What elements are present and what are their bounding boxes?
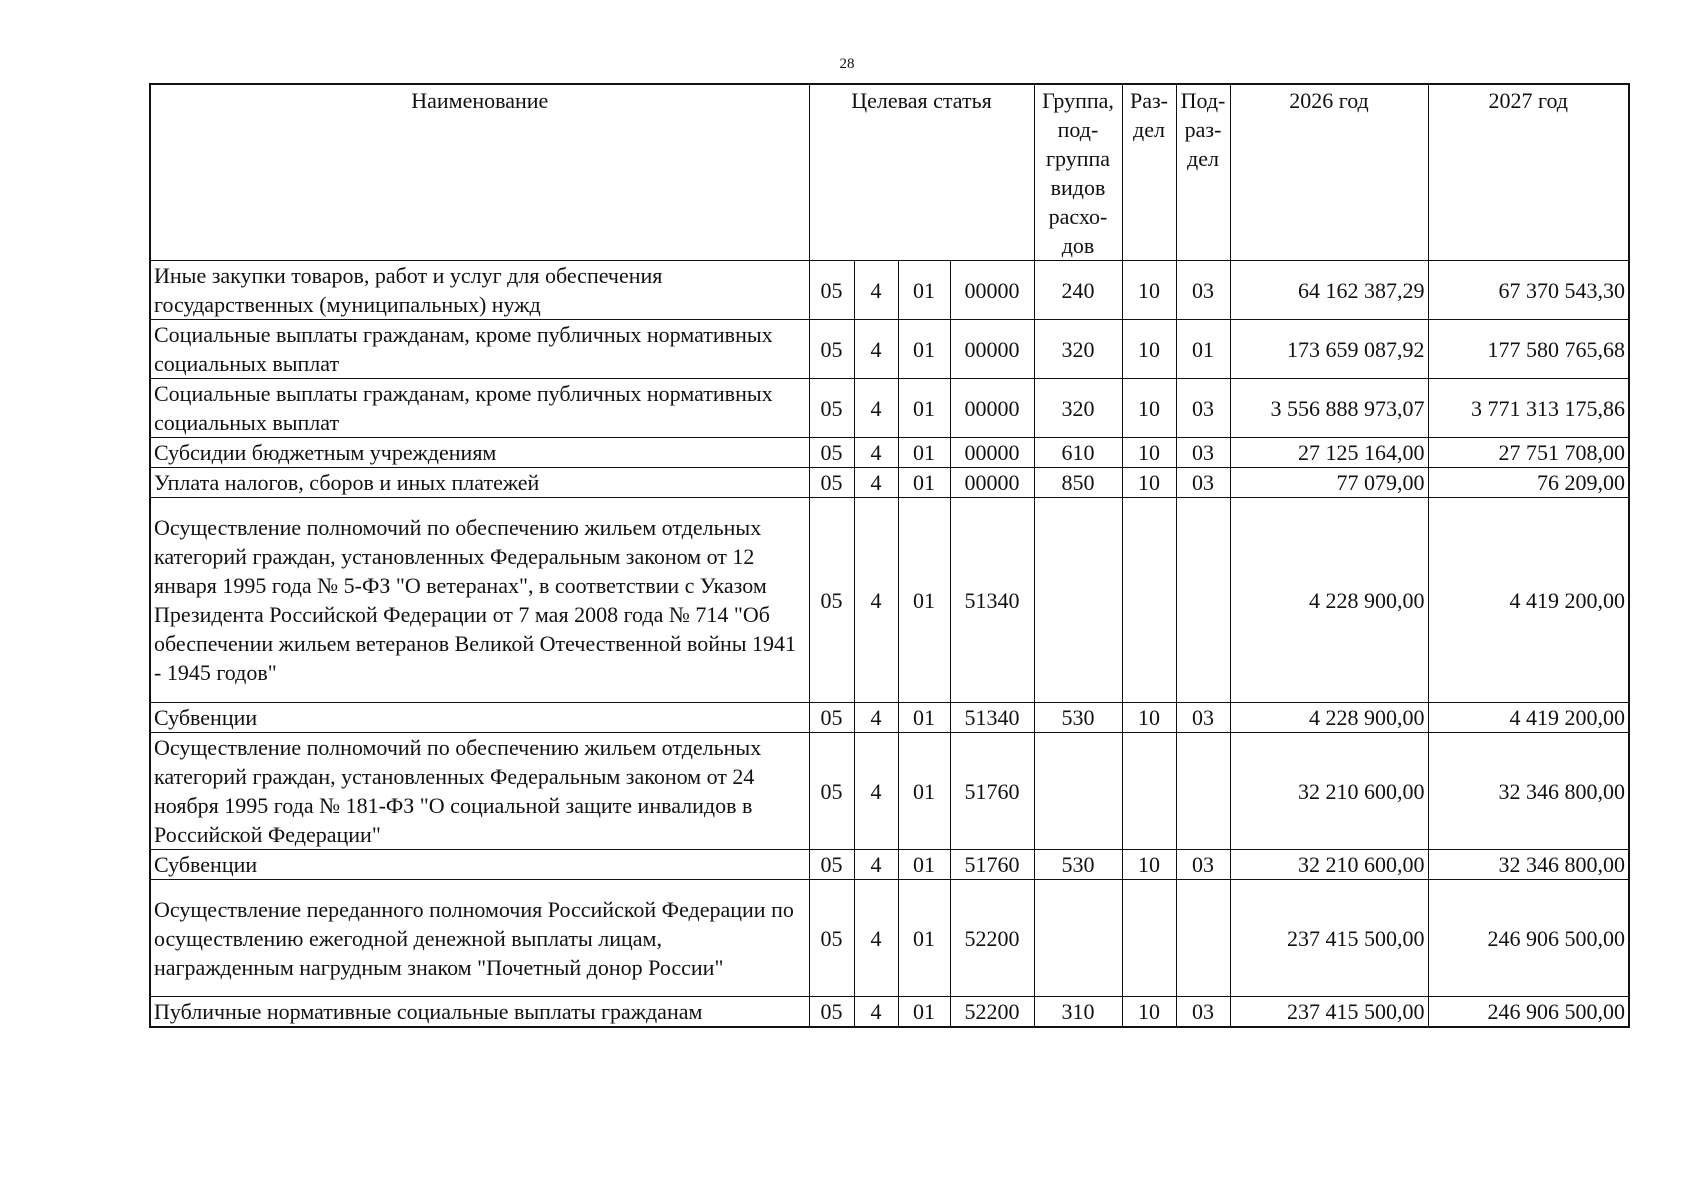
header-expense-group: Группа, под- группа видов расхо- дов bbox=[1034, 84, 1122, 261]
row-name: Публичные нормативные социальные выплаты гражданам bbox=[150, 997, 809, 1028]
target-article-part-1: 05 bbox=[809, 498, 854, 703]
amount-2026: 32 210 600,00 bbox=[1230, 733, 1428, 850]
budget-table bbox=[149, 83, 1630, 1028]
amount-2027: 3 771 313 175,86 bbox=[1428, 379, 1629, 438]
amount-2027: 76 209,00 bbox=[1428, 468, 1629, 498]
target-article-part-3: 01 bbox=[898, 997, 950, 1028]
row-name: Субсидии бюджетным учреждениям bbox=[150, 438, 809, 468]
expense-group: 850 bbox=[1034, 468, 1122, 498]
target-article-part-1: 05 bbox=[809, 468, 854, 498]
target-article-part-2: 4 bbox=[854, 320, 898, 379]
amount-2026: 64 162 387,29 bbox=[1230, 261, 1428, 320]
target-article-part-2: 4 bbox=[854, 438, 898, 468]
header-name: Наименование bbox=[150, 84, 809, 261]
amount-2027: 177 580 765,68 bbox=[1428, 320, 1629, 379]
amount-2027: 246 906 500,00 bbox=[1428, 997, 1629, 1028]
row-name: Социальные выплаты гражданам, кроме публичных нормативных социальных выплат bbox=[150, 320, 809, 379]
target-article-part-4: 52200 bbox=[950, 997, 1034, 1028]
section: 10 bbox=[1122, 261, 1176, 320]
page-number: 28 bbox=[839, 56, 855, 72]
subsection: 03 bbox=[1176, 703, 1230, 733]
section: 10 bbox=[1122, 997, 1176, 1028]
amount-2026: 173 659 087,92 bbox=[1230, 320, 1428, 379]
target-article-part-1: 05 bbox=[809, 261, 854, 320]
row-name: Социальные выплаты гражданам, кроме публичных нормативных социальных выплат bbox=[150, 379, 809, 438]
target-article-part-4: 00000 bbox=[950, 320, 1034, 379]
table-row bbox=[150, 261, 1629, 320]
header-year-2027: 2027 год bbox=[1428, 84, 1629, 261]
target-article-part-4: 51760 bbox=[950, 733, 1034, 850]
target-article-part-3: 01 bbox=[898, 438, 950, 468]
section: 10 bbox=[1122, 703, 1176, 733]
target-article-part-1: 05 bbox=[809, 379, 854, 438]
amount-2027: 32 346 800,00 bbox=[1428, 733, 1629, 850]
subsection: 03 bbox=[1176, 997, 1230, 1028]
target-article-part-1: 05 bbox=[809, 880, 854, 997]
row-name: Осуществление полномочий по обеспечению жильем отдельных категорий граждан, установленных Федеральным законом от 24 ноября 1995 года № 181-ФЗ "О социальной защите инвалидов в Российской Федерации" bbox=[150, 733, 809, 850]
target-article-part-4: 00000 bbox=[950, 438, 1034, 468]
expense-group: 530 bbox=[1034, 850, 1122, 880]
target-article-part-1: 05 bbox=[809, 320, 854, 379]
amount-2027: 67 370 543,30 bbox=[1428, 261, 1629, 320]
table-row bbox=[150, 997, 1629, 1028]
target-article-part-1: 05 bbox=[809, 438, 854, 468]
amount-2026: 4 228 900,00 bbox=[1230, 703, 1428, 733]
expense-group bbox=[1034, 733, 1122, 850]
amount-2026: 237 415 500,00 bbox=[1230, 997, 1428, 1028]
section: 10 bbox=[1122, 850, 1176, 880]
section bbox=[1122, 880, 1176, 997]
row-name: Осуществление полномочий по обеспечению жильем отдельных категорий граждан, установленных Федеральным законом от 12 января 1995 года № 5-ФЗ "О ветеранах", в соответствии с Указом Президента Российской Федерации от 7 мая 2008 года № 714 "Об обеспечении жильем ветеранов Великой Отечественной войны 1941 - 1945 годов" bbox=[150, 498, 809, 703]
amount-2027: 32 346 800,00 bbox=[1428, 850, 1629, 880]
table-row bbox=[150, 850, 1629, 880]
expense-group: 610 bbox=[1034, 438, 1122, 468]
subsection bbox=[1176, 733, 1230, 850]
target-article-part-4: 51760 bbox=[950, 850, 1034, 880]
target-article-part-3: 01 bbox=[898, 468, 950, 498]
expense-group: 320 bbox=[1034, 320, 1122, 379]
row-name: Субвенции bbox=[150, 703, 809, 733]
target-article-part-2: 4 bbox=[854, 498, 898, 703]
row-name: Уплата налогов, сборов и иных платежей bbox=[150, 468, 809, 498]
subsection bbox=[1176, 498, 1230, 703]
target-article-part-3: 01 bbox=[898, 880, 950, 997]
amount-2026: 27 125 164,00 bbox=[1230, 438, 1428, 468]
target-article-part-3: 01 bbox=[898, 379, 950, 438]
target-article-part-4: 00000 bbox=[950, 261, 1034, 320]
amount-2027: 4 419 200,00 bbox=[1428, 703, 1629, 733]
row-name: Осуществление переданного полномочия Российской Федерации по осуществлению ежегодной денежной выплаты лицам, награжденным нагрудным знаком "Почетный донор России" bbox=[150, 880, 809, 997]
header-section: Раз- дел bbox=[1122, 84, 1176, 261]
subsection: 01 bbox=[1176, 320, 1230, 379]
expense-group: 320 bbox=[1034, 379, 1122, 438]
expense-group: 530 bbox=[1034, 703, 1122, 733]
target-article-part-4: 52200 bbox=[950, 880, 1034, 997]
target-article-part-4: 00000 bbox=[950, 379, 1034, 438]
amount-2027: 4 419 200,00 bbox=[1428, 498, 1629, 703]
amount-2026: 237 415 500,00 bbox=[1230, 880, 1428, 997]
header-year-2026: 2026 год bbox=[1230, 84, 1428, 261]
expense-group bbox=[1034, 880, 1122, 997]
expense-group: 310 bbox=[1034, 997, 1122, 1028]
target-article-part-4: 51340 bbox=[950, 498, 1034, 703]
subsection bbox=[1176, 880, 1230, 997]
target-article-part-3: 01 bbox=[898, 733, 950, 850]
table-row bbox=[150, 320, 1629, 379]
target-article-part-4: 00000 bbox=[950, 468, 1034, 498]
target-article-part-3: 01 bbox=[898, 498, 950, 703]
target-article-part-2: 4 bbox=[854, 468, 898, 498]
table-row bbox=[150, 498, 1629, 703]
subsection: 03 bbox=[1176, 468, 1230, 498]
subsection: 03 bbox=[1176, 850, 1230, 880]
section: 10 bbox=[1122, 438, 1176, 468]
target-article-part-3: 01 bbox=[898, 703, 950, 733]
section bbox=[1122, 733, 1176, 850]
section: 10 bbox=[1122, 320, 1176, 379]
target-article-part-2: 4 bbox=[854, 880, 898, 997]
subsection: 03 bbox=[1176, 261, 1230, 320]
target-article-part-2: 4 bbox=[854, 733, 898, 850]
table-row bbox=[150, 379, 1629, 438]
amount-2026: 4 228 900,00 bbox=[1230, 498, 1428, 703]
expense-group bbox=[1034, 498, 1122, 703]
table-row bbox=[150, 468, 1629, 498]
target-article-part-2: 4 bbox=[854, 379, 898, 438]
target-article-part-2: 4 bbox=[854, 997, 898, 1028]
amount-2027: 246 906 500,00 bbox=[1428, 880, 1629, 997]
target-article-part-2: 4 bbox=[854, 850, 898, 880]
amount-2026: 77 079,00 bbox=[1230, 468, 1428, 498]
table-row bbox=[150, 880, 1629, 997]
section: 10 bbox=[1122, 379, 1176, 438]
amount-2026: 32 210 600,00 bbox=[1230, 850, 1428, 880]
table-row bbox=[150, 703, 1629, 733]
table-row bbox=[150, 438, 1629, 468]
target-article-part-2: 4 bbox=[854, 703, 898, 733]
subsection: 03 bbox=[1176, 438, 1230, 468]
target-article-part-3: 01 bbox=[898, 850, 950, 880]
target-article-part-3: 01 bbox=[898, 320, 950, 379]
target-article-part-4: 51340 bbox=[950, 703, 1034, 733]
header-subsection: Под- раз- дел bbox=[1176, 84, 1230, 261]
target-article-part-1: 05 bbox=[809, 850, 854, 880]
table-row bbox=[150, 733, 1629, 850]
expense-group: 240 bbox=[1034, 261, 1122, 320]
target-article-part-1: 05 bbox=[809, 997, 854, 1028]
header-target-article: Целевая статья bbox=[809, 84, 1034, 261]
target-article-part-1: 05 bbox=[809, 703, 854, 733]
section: 10 bbox=[1122, 468, 1176, 498]
row-name: Субвенции bbox=[150, 850, 809, 880]
table-header-row bbox=[150, 84, 1629, 261]
section bbox=[1122, 498, 1176, 703]
amount-2027: 27 751 708,00 bbox=[1428, 438, 1629, 468]
target-article-part-3: 01 bbox=[898, 261, 950, 320]
row-name: Иные закупки товаров, работ и услуг для обеспечения государственных (муниципальных) нужд bbox=[150, 261, 809, 320]
target-article-part-1: 05 bbox=[809, 733, 854, 850]
target-article-part-2: 4 bbox=[854, 261, 898, 320]
amount-2026: 3 556 888 973,07 bbox=[1230, 379, 1428, 438]
subsection: 03 bbox=[1176, 379, 1230, 438]
